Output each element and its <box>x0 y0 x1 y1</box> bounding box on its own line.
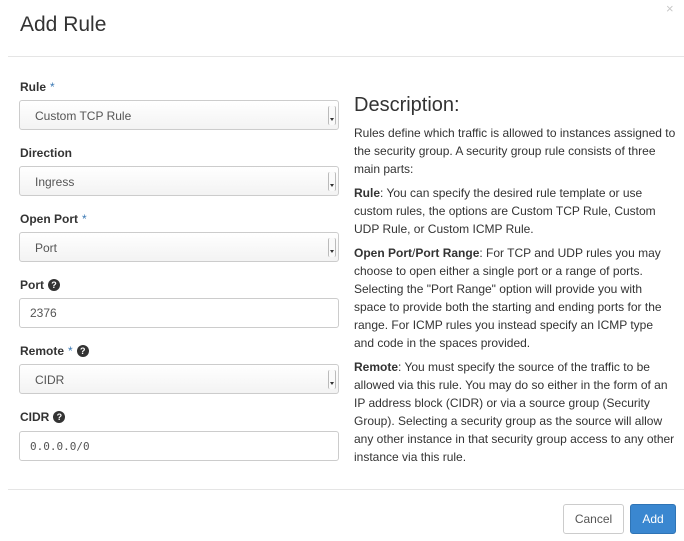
required-mark: * <box>50 80 55 94</box>
description-remote-text: : You must specify the source of the traffic to be allowed via this rule. You may do so either in the form of an IP address block (CIDR) or via a source group (Security Group). Selecting a security group as the source will allow any other instance in that security group access to any other instance via this rule. <box>354 360 675 464</box>
direction-label-text: Direction <box>20 146 73 160</box>
open-port-select-value: Port <box>35 241 58 255</box>
rule-select[interactable] <box>19 100 339 130</box>
add-button[interactable]: Add <box>630 504 676 534</box>
description-port-sep: / <box>412 246 416 260</box>
description-panel <box>354 93 676 472</box>
remote-label <box>20 344 89 358</box>
open-port-select[interactable] <box>19 232 339 262</box>
close-icon[interactable]: × <box>666 1 674 16</box>
description-remote-term: Remote <box>354 360 399 374</box>
description-rule <box>354 184 676 238</box>
port-input[interactable] <box>19 298 339 328</box>
question-circle-icon[interactable]: ? <box>77 345 89 357</box>
rule-select-value: Custom TCP Rule <box>35 109 132 123</box>
question-circle-icon[interactable]: ? <box>48 279 60 291</box>
description-title: Description: <box>354 94 460 116</box>
remote-select[interactable] <box>19 364 339 394</box>
rule-label <box>20 80 55 94</box>
direction-select-value: Ingress <box>35 175 75 189</box>
required-mark: * <box>68 344 73 358</box>
remote-select-value: CIDR <box>35 373 65 387</box>
description-rule-term: Rule <box>354 186 381 200</box>
select-arrows-icon <box>328 172 336 191</box>
description-port-term: Open Port <box>354 246 413 260</box>
description-intro: Rules define which traffic is allowed to instances assigned to the security group. A security group rule consists of three main parts: <box>354 126 676 176</box>
description-port <box>354 244 676 352</box>
cidr-label <box>20 410 65 424</box>
select-arrows-icon <box>328 370 336 389</box>
cidr-label-text: CIDR <box>20 410 50 424</box>
open-port-label <box>20 212 87 226</box>
header-divider <box>8 56 684 57</box>
port-label-text: Port <box>20 278 44 292</box>
open-port-label-text: Open Port <box>20 212 79 226</box>
select-arrows-icon <box>328 238 336 257</box>
footer-divider <box>8 489 684 490</box>
direction-select[interactable] <box>19 166 339 196</box>
description-port-term2: Port Range <box>415 246 480 260</box>
select-arrows-icon <box>328 106 336 125</box>
required-mark: * <box>82 212 87 226</box>
description-port-text: : For TCP and UDP rules you may choose to open either a single port or a range of ports. Selecting the "Port Range" option will provide you with space to provide both the starting and ending ports for the range. For ICMP rules you instead specify an ICMP type and code in the spaces provided. <box>354 246 662 350</box>
port-label <box>20 278 60 292</box>
description-rule-text: : You can specify the desired rule template or use custom rules, the options are Custom TCP Rule, Custom UDP Rule, or Custom ICMP Rule. <box>354 186 656 236</box>
description-remote <box>354 358 676 466</box>
direction-label <box>20 146 72 160</box>
rule-label-text: Rule <box>20 80 47 94</box>
cidr-input[interactable] <box>19 431 339 461</box>
cancel-button[interactable]: Cancel <box>563 504 624 534</box>
question-circle-icon[interactable]: ? <box>53 411 65 423</box>
modal-title: Add Rule <box>20 13 107 36</box>
remote-label-text: Remote <box>20 344 65 358</box>
